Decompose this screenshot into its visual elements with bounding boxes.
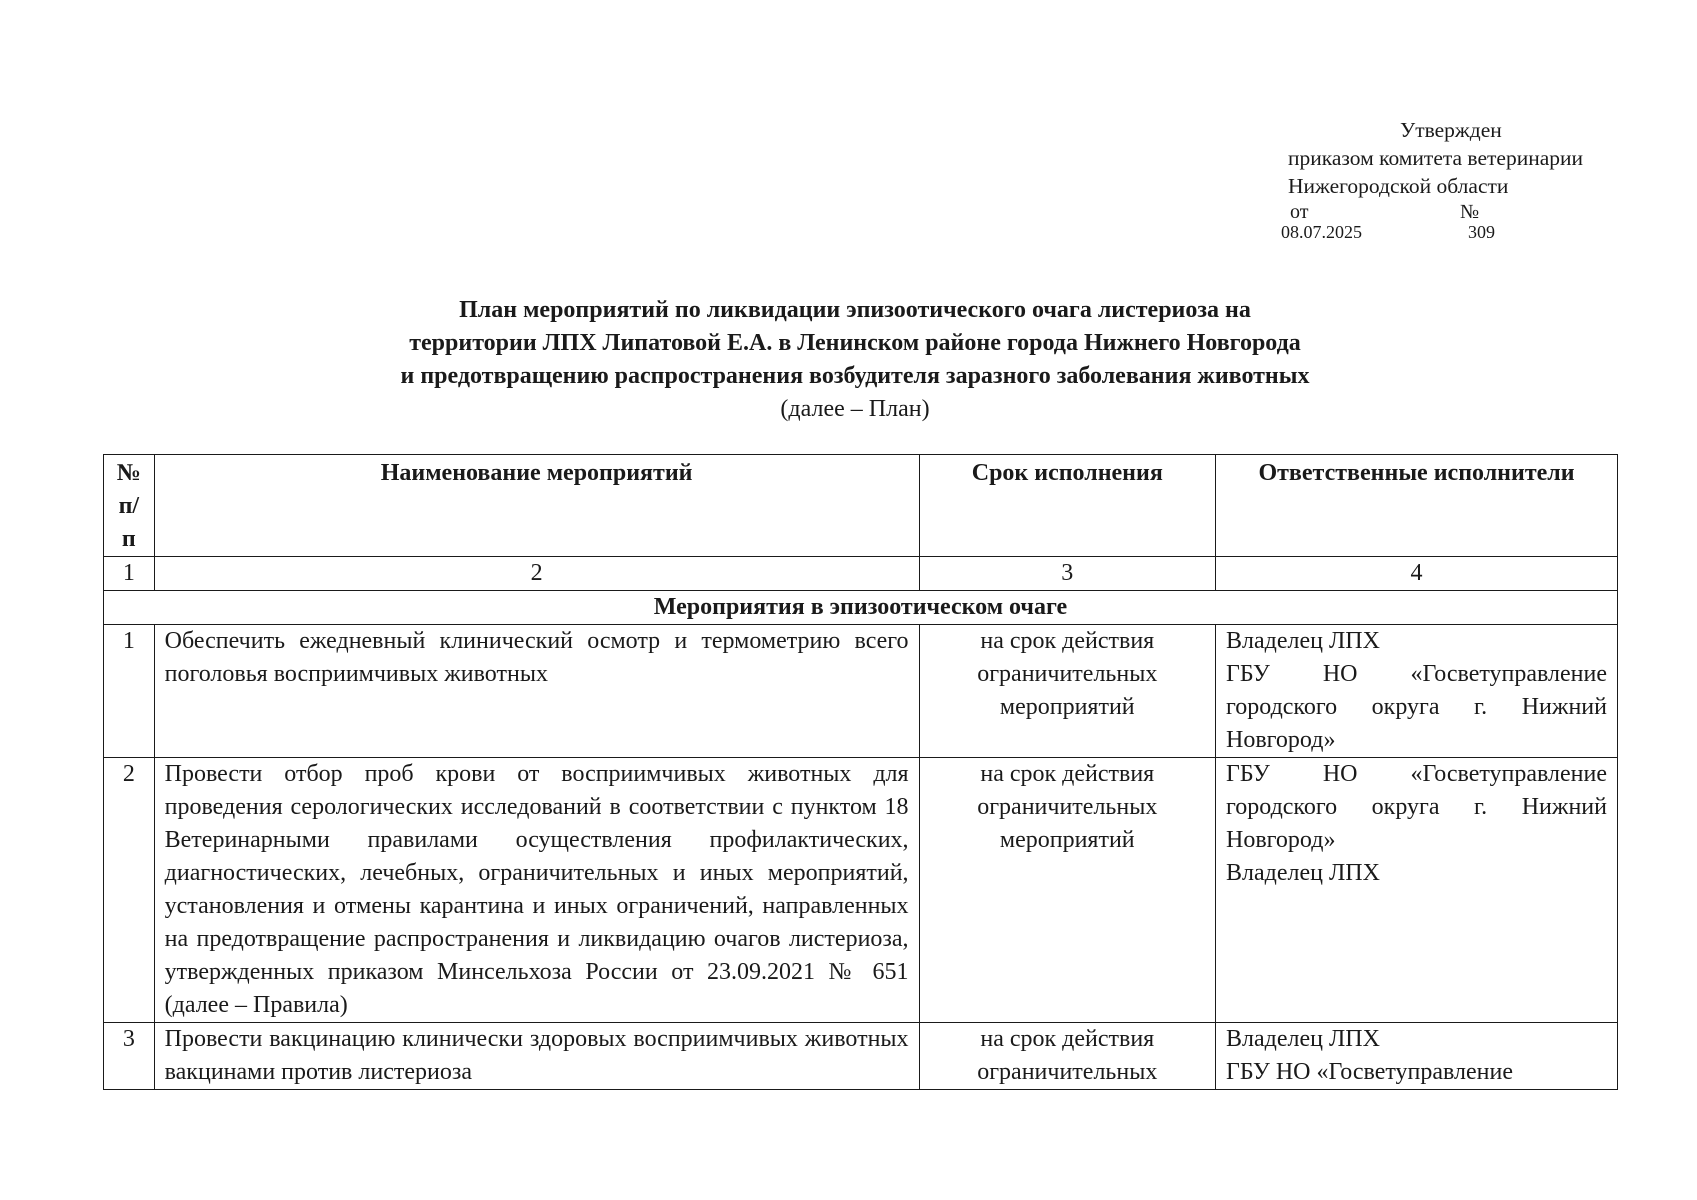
term-line: на срок действия [980, 628, 1155, 654]
column-number: 2 [154, 557, 919, 591]
term-line: ограничительных [977, 1059, 1158, 1085]
plan-table [103, 454, 1618, 1090]
row-activity-text: Провести вакцинацию клинически здоровых восприимчивых животных вакцинами против листериоза [164, 1026, 909, 1085]
responsible-line: Владелец ЛПХ [1226, 860, 1380, 886]
title-subline: (далее – План) [780, 396, 930, 422]
responsible-line: ГБУ НО «Госветуправление городского округа г. Нижний Новгород» [1226, 761, 1607, 853]
approval-number-label: № [1460, 201, 1480, 223]
term-line: на срок действия [980, 1026, 1155, 1052]
column-number: 4 [1216, 557, 1618, 591]
table-header-row [104, 455, 1618, 557]
responsible-line: Владелец ЛПХ [1226, 628, 1380, 654]
approval-line-2: Нижегородской области [1288, 174, 1509, 198]
title-line-1: План мероприятий по ликвидации эпизоотического очага листериоза на [459, 297, 1251, 323]
row-number: 1 [104, 625, 155, 758]
document-title [300, 294, 1410, 426]
title-line-3: и предотвращению распространения возбудителя заразного заболевания животных [400, 363, 1310, 389]
term-line: мероприятий [999, 827, 1135, 853]
term-line: ограничительных [977, 794, 1158, 820]
header-number: № п/п [104, 455, 155, 557]
header-responsible: Ответственные исполнители [1216, 455, 1618, 557]
column-number: 3 [919, 557, 1215, 591]
header-term: Срок исполнения [919, 455, 1215, 557]
row-number-text: 3 [122, 1026, 135, 1052]
approval-date-label: от [1290, 201, 1309, 223]
row-term [919, 625, 1215, 758]
row-term-clip [930, 1023, 1205, 1089]
term-line: на срок действия [980, 761, 1155, 787]
table-row [104, 625, 1618, 758]
row-term [919, 758, 1215, 1023]
responsible-line: Владелец ЛПХ [1226, 1026, 1380, 1052]
responsible-line: ГБУ НО «Госветуправление [1226, 1059, 1513, 1085]
row-number [104, 1023, 155, 1090]
section-row [104, 591, 1618, 625]
column-number: 1 [104, 557, 155, 591]
header-activity: Наименование мероприятий [154, 455, 919, 557]
table-row [104, 758, 1618, 1023]
column-number-row [104, 557, 1618, 591]
row-responsible [1216, 758, 1618, 1023]
approval-title: Утвержден [1400, 118, 1502, 142]
row-responsible [1216, 625, 1618, 758]
section-title: Мероприятия в эпизоотическом очаге [104, 591, 1618, 625]
row-term [919, 1023, 1215, 1090]
row-activity: Провести отбор проб крови от восприимчивых животных для проведения серологических исследований в соответствии с пунктом 18 Ветеринарными правилами осуществления профилактических, диагностических, лечебных, ограничительных и иных мероприятий, установления и отмены карантина и иных ограничений, направленных на предотвращение распространения и ликвидацию очагов листериоза, утвержденных приказом Минсельхоза России от 23.09.2021 № 651 (далее – Правила) [154, 758, 919, 1023]
approval-block [1281, 116, 1678, 243]
approval-number: 309 [1468, 222, 1495, 242]
term-line: мероприятий [999, 694, 1135, 720]
title-line-2: территории ЛПХ Липатовой Е.А. в Ленинском районе города Нижнего Новгорода [409, 330, 1301, 356]
row-number: 2 [104, 758, 155, 1023]
approval-values-row [1281, 221, 1678, 243]
row-responsible-clip [1226, 1023, 1607, 1089]
term-line: ограничительных [977, 661, 1158, 687]
row-activity [154, 1023, 919, 1090]
table-row [104, 1023, 1618, 1090]
row-responsible [1216, 1023, 1618, 1090]
approval-date: 08.07.2025 [1281, 222, 1362, 242]
row-activity: Обеспечить ежедневный клинический осмотр и термометрию всего поголовья восприимчивых животных [154, 625, 919, 758]
responsible-line: ГБУ НО «Госветуправление городского округа г. Нижний Новгород» [1226, 661, 1607, 753]
approval-line-1: приказом комитета ветеринарии [1288, 146, 1584, 170]
approval-labels-row [1288, 200, 1678, 221]
